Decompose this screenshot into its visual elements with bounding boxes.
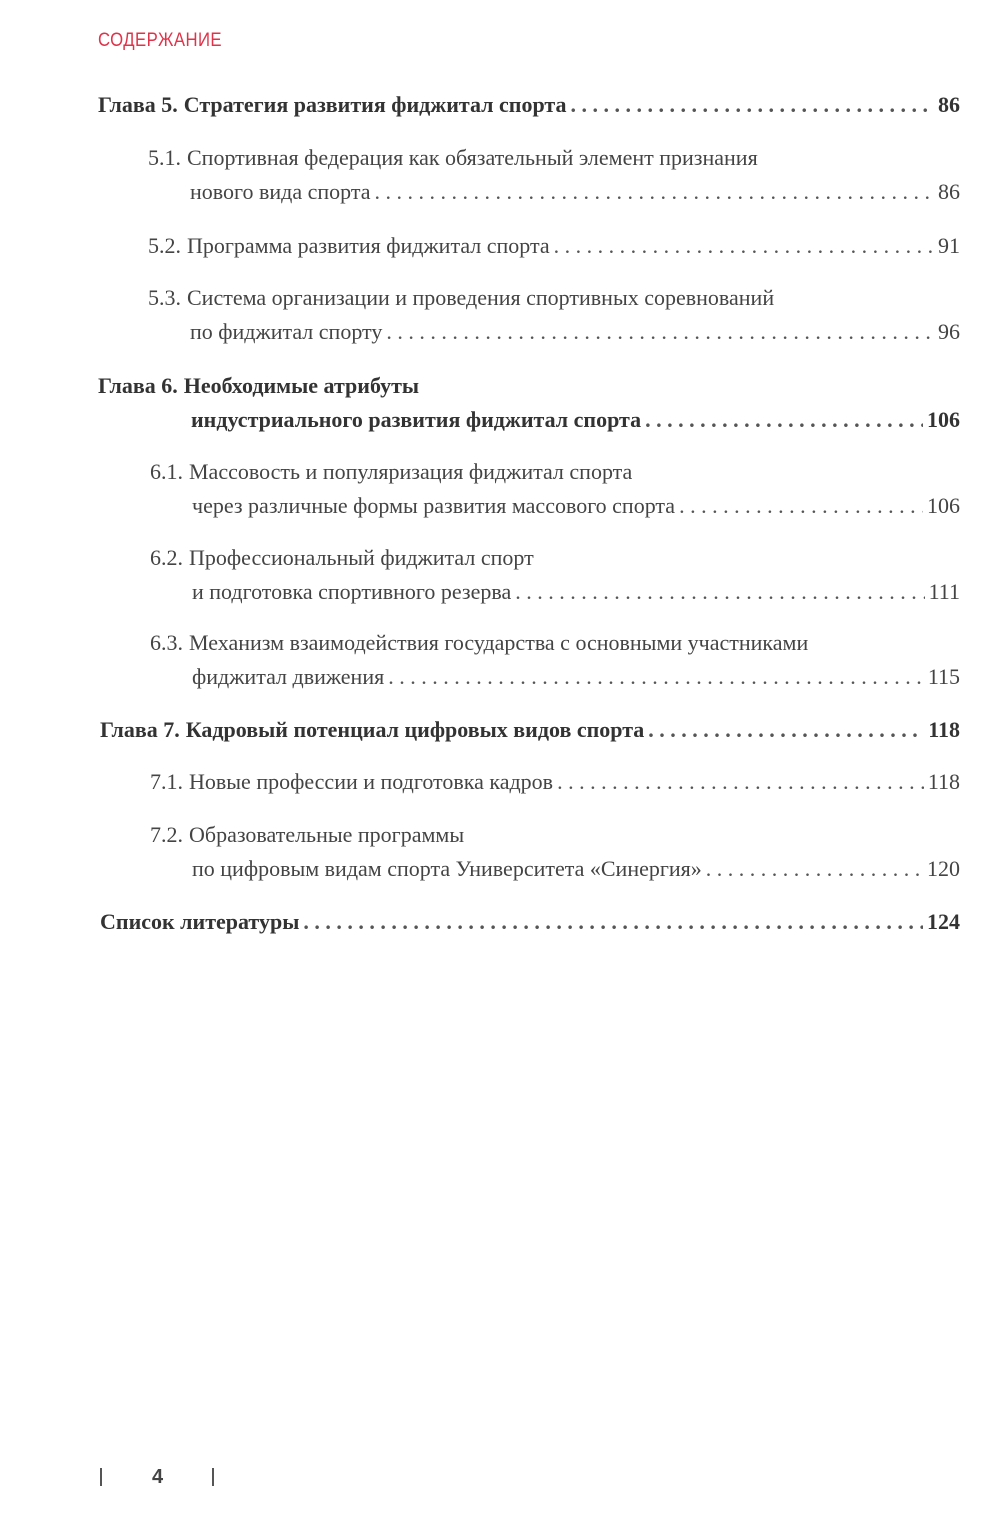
section-number: 6.1. (150, 459, 183, 484)
dot-leader (515, 575, 924, 609)
section-number: 6.3. (150, 630, 183, 655)
page-number: 106 (927, 407, 960, 432)
chapter-title-cont: индустриального развития фиджитал спорта (191, 407, 642, 432)
section-title: Механизм взаимодействия государства с основными участниками (189, 630, 809, 655)
footer-left-rule (100, 1468, 102, 1486)
footer-right-rule (212, 1468, 214, 1486)
section-title-cont: нового вида спорта (190, 179, 371, 204)
toc-section-6-2[interactable] (150, 541, 960, 609)
section-number: 5.1. (148, 145, 181, 170)
footer-page-number: 4 (152, 1466, 164, 1488)
toc-chapter-5[interactable] (98, 88, 960, 122)
section-title: Образовательные программы (189, 822, 465, 847)
page-number: 115 (927, 664, 960, 689)
toc-references[interactable] (100, 905, 960, 939)
toc-section-5-3[interactable] (148, 281, 960, 349)
page-number: 106 (927, 493, 960, 518)
section-title: Профессиональный фиджитал спорт (189, 545, 534, 570)
section-title: Новые профессии и подготовка кадров (189, 769, 554, 794)
page-number: 96 (938, 319, 960, 344)
dot-leader (375, 175, 934, 209)
dot-leader (557, 765, 924, 799)
section-title-cont: по цифровым видам спорта Университета «Синергия» (192, 856, 702, 881)
section-title-cont: через различные формы развития массового спорта (192, 493, 676, 518)
dot-leader (554, 229, 934, 263)
dot-leader (570, 88, 934, 122)
chapter-title: Необходимые атрибуты (183, 373, 420, 398)
dot-leader (648, 713, 924, 747)
section-number: 5.3. (148, 285, 181, 310)
toc-chapter-6[interactable] (98, 369, 960, 437)
section-title-cont: по фиджитал спорту (190, 319, 383, 344)
section-title-cont: фиджитал движения (192, 664, 385, 689)
section-number: 6.2. (150, 545, 183, 570)
page-number: 120 (927, 856, 960, 881)
section-title: Программа развития фиджитал спорта (187, 233, 550, 258)
section-number: 7.2. (150, 822, 183, 847)
page-number: 118 (927, 769, 960, 794)
section-title: Система организации и проведения спортивных соревнований (187, 285, 775, 310)
dot-leader (386, 315, 934, 349)
dot-leader (388, 660, 924, 694)
dot-leader (679, 489, 923, 523)
section-title-cont: и подготовка спортивного резерва (192, 579, 512, 604)
chapter-title: Стратегия развития фиджитал спорта (183, 92, 567, 117)
section-number: 5.2. (148, 233, 181, 258)
chapter-label: Глава 7. (100, 717, 180, 742)
section-title: Спортивная федерация как обязательный элемент признания (187, 145, 758, 170)
toc-section-5-2[interactable] (148, 229, 960, 263)
toc-section-6-3[interactable] (150, 626, 960, 694)
page-number: 86 (938, 92, 960, 117)
dot-leader (303, 905, 923, 939)
chapter-label: Глава 6. (98, 373, 178, 398)
toc-section-7-1[interactable] (150, 765, 960, 799)
toc-section-6-1[interactable] (150, 455, 960, 523)
toc-section-7-2[interactable] (150, 818, 960, 886)
section-title: Массовость и популяризация фиджитал спорта (189, 459, 633, 484)
chapter-label: Глава 5. (98, 92, 178, 117)
section-number: 7.1. (150, 769, 183, 794)
page-header-title: СОДЕРЖАНИЕ (98, 30, 223, 51)
page-number: 91 (938, 233, 960, 258)
toc-chapter-7[interactable] (100, 713, 960, 747)
references-title: Список литературы (100, 909, 300, 934)
page-number: 111 (928, 579, 960, 604)
dot-leader (706, 852, 923, 886)
chapter-title: Кадровый потенциал цифровых видов спорта (185, 717, 645, 742)
page-number: 86 (938, 179, 960, 204)
toc-section-5-1[interactable] (148, 141, 960, 209)
page-number: 124 (927, 909, 960, 934)
page-number: 118 (928, 717, 960, 742)
dot-leader (645, 403, 923, 437)
